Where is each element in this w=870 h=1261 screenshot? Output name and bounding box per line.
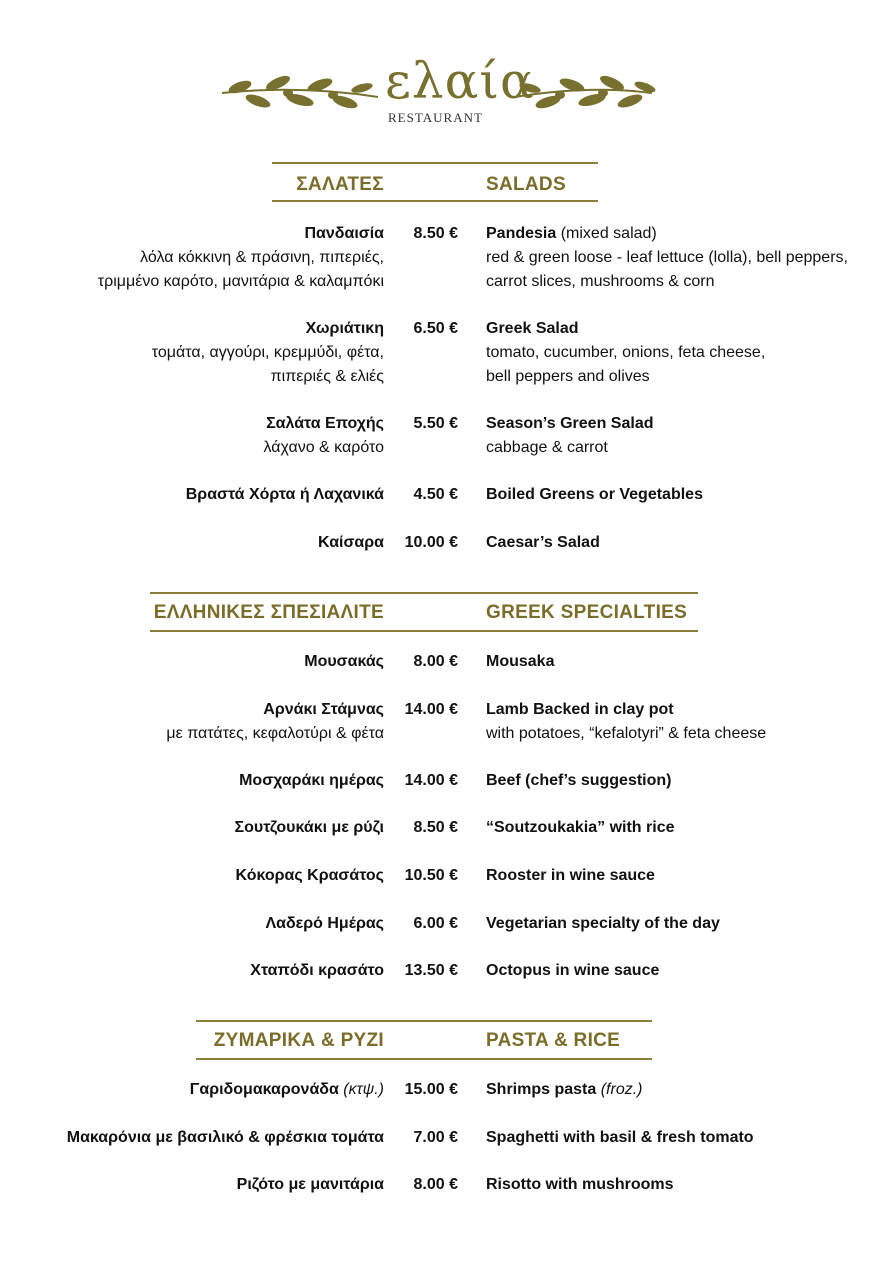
item-name-greek: Σουτζουκάκι με ρύζι [234,819,384,836]
item-name-greek: Λαδερό Ημέρας [265,915,384,932]
item-name-greek: Κόκορας Κρασάτος [235,867,384,884]
item-name-english: Vegetarian specialty of the day [486,915,720,932]
item-name-greek: Ριζότο με μανιτάρια [236,1176,384,1193]
item-name-greek: Μακαρόνια με βασιλικό & φρέσκια τομάτα [66,1129,384,1146]
item-desc-english: red & green loose - leaf lettuce (lolla), bell peppers, [486,249,848,266]
item-note-english: (froz.) [596,1081,643,1098]
item-name-english: Octopus in wine sauce [486,962,660,979]
item-desc-english: carrot slices, mushrooms & corn [486,273,715,290]
item-price: 8.50 € [413,225,458,242]
item-name-english: “Soutzoukakia” with rice [486,819,675,836]
item-price: 10.50 € [404,867,458,884]
item-name-english: Spaghetti with basil & fresh tomato [486,1129,754,1146]
item-price: 14.00 € [404,772,458,789]
item-name-english: Caesar’s Salad [486,534,600,551]
item-desc-greek: λάχανο & καρότο [263,439,384,456]
item-name-greek: Χταπόδι κρασάτο [250,962,384,979]
item-price: 4.50 € [413,486,458,503]
item-price: 6.00 € [413,915,458,932]
restaurant-name: ελαία [385,52,535,110]
item-note-greek: (κτψ.) [338,1081,384,1098]
item-price: 10.00 € [404,534,458,551]
section-title-english: GREEK SPECIALTIES [486,602,688,623]
item-price: 8.00 € [413,653,458,670]
item-desc-greek: με πατάτες, κεφαλοτύρι & φέτα [166,725,384,742]
restaurant-subtitle: RESTAURANT [388,110,483,125]
item-name-greek: Μουσακάς [304,653,384,670]
item-name-greek: Αρνάκι Στάμνας [263,701,384,718]
section-title-english: SALADS [486,174,566,195]
item-price: 8.00 € [413,1176,458,1193]
section-title-greek: ΖΥΜΑΡΙΚΑ & ΡΥΖΙ [213,1030,384,1051]
item-name-greek: Μοσχαράκι ημέρας [239,772,384,789]
item-name-english: Pandesia [486,225,557,242]
item-name-greek: Καίσαρα [318,534,384,551]
item-name-greek: Βραστά Χόρτα ή Λαχανικά [185,486,384,503]
section-title-greek: ΕΛΛΗΝΙΚΕΣ ΣΠΕΣΙΑΛΙΤΕ [153,602,384,623]
item-desc-english: tomato, cucumber, onions, feta cheese, [486,344,766,361]
item-desc-greek: τριμμένο καρότο, μανιτάρια & καλαμπόκι [97,273,384,290]
item-price: 14.00 € [404,701,458,718]
item-price: 7.00 € [413,1129,458,1146]
item-name-english: Risotto with mushrooms [486,1176,674,1193]
item-name-english: Mousaka [486,653,555,670]
item-name-english: Rooster in wine sauce [486,867,655,884]
item-desc-greek: λόλα κόκκινη & πράσινη, πιπεριές, [140,249,384,266]
item-name-greek: Γαριδομακαρονάδα [189,1081,339,1098]
item-desc-english: with potatoes, “kefalotyri” & feta cheese [486,725,767,742]
item-desc-english: bell peppers and olives [486,368,650,385]
item-name-english: Greek Salad [486,320,579,337]
item-name-greek: Χωριάτικη [305,320,384,337]
item-name-english: Lamb Backed in clay pot [486,701,674,718]
item-name-greek: Πανδαισία [304,225,384,242]
item-name-english: Beef (chef’s suggestion) [486,772,672,789]
item-name-english: Shrimps pasta [486,1081,597,1098]
item-price: 13.50 € [404,962,458,979]
section-title-english: PASTA & RICE [486,1030,621,1051]
item-desc-greek: πιπεριές & ελιές [270,368,384,385]
item-note-english: (mixed salad) [556,225,657,242]
item-desc-greek: τομάτα, αγγούρι, κρεμμύδι, φέτα, [151,344,384,361]
item-price: 5.50 € [413,415,458,432]
item-desc-english: cabbage & carrot [486,439,608,456]
item-name-greek: Σαλάτα Εποχής [266,415,384,432]
item-price: 6.50 € [413,320,458,337]
item-price: 8.50 € [413,819,458,836]
section-title-greek: ΣΑΛΑΤΕΣ [296,174,384,195]
item-price: 15.00 € [404,1081,458,1098]
item-name-english: Season’s Green Salad [486,415,654,432]
item-name-english: Boiled Greens or Vegetables [486,486,703,503]
